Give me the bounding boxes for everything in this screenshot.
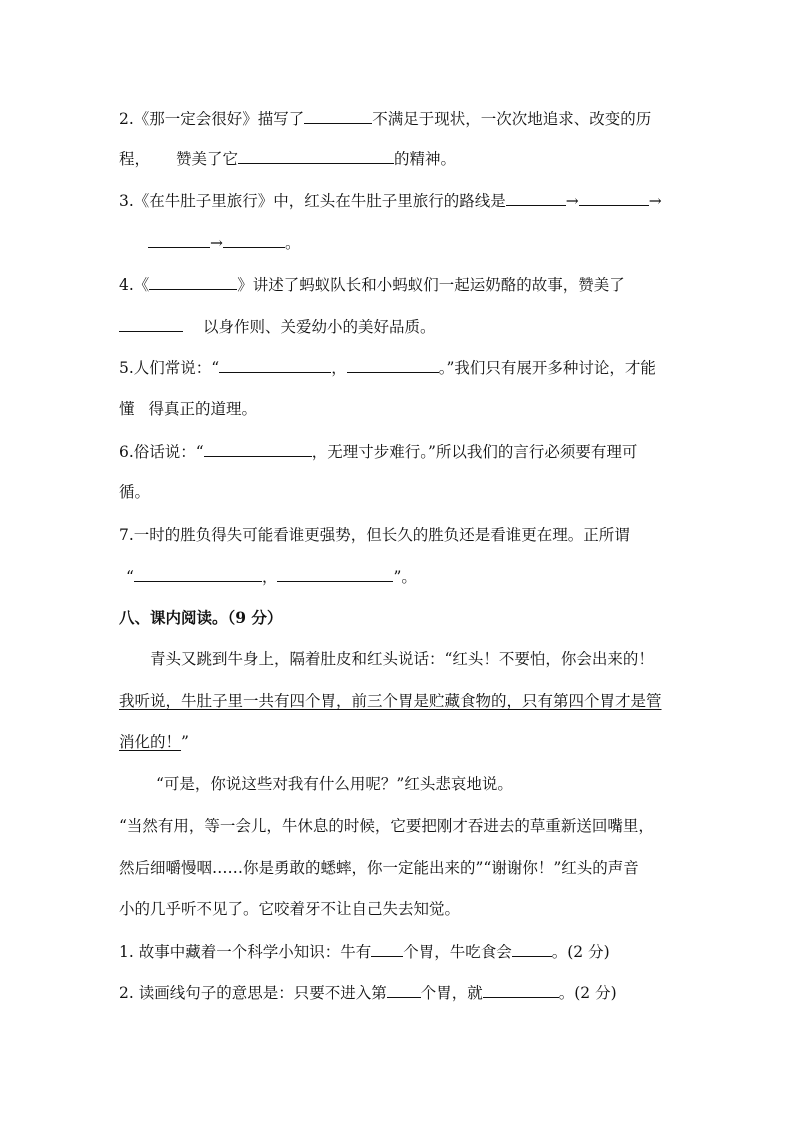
question-7-line-2 [126,566,417,587]
passage-line-4: “可是，你说这些对我有什么用呢？”红头悲哀地说。 [156,775,513,793]
question-4-line-2 [119,316,436,337]
comma: ， [331,359,347,377]
answer-blank[interactable] [277,566,393,582]
q5-text-c2: 得真正的道理。 [148,400,258,418]
passage-underlined-line-2: 我听说，牛肚子里一共有四个胃，前三个胃是贮藏食物的，只有第四个胃才是管 [119,692,662,710]
arrow: → [565,192,579,210]
answer-blank[interactable] [579,190,649,206]
q2-text-e: 的精神。 [394,150,457,168]
q4-text-c: 以身作则、关爱幼小的美好品质。 [203,318,436,336]
q2-text-d: 赞美了它 [176,150,239,168]
passage-line-7: 小的几乎听不见了。它咬着牙不让自己失去知觉。 [119,900,461,918]
q6-text-c: 循。 [119,483,151,501]
answer-blank[interactable] [347,357,439,373]
sq2-text-c: 。(2 分) [558,984,617,1002]
question-6-line-2 [119,482,150,502]
question-6-line-1 [119,441,637,462]
sq2-text-b: 个胃，就 [420,984,483,1002]
question-4-line-1 [119,274,625,295]
section-8-heading: 八、课内阅读。（9 分） [119,608,283,627]
q2-text-c: 程， [119,150,151,168]
question-2-line-2 [119,148,456,169]
answer-blank[interactable] [119,316,183,332]
question-7-line-1 [119,525,630,545]
arrow: → [210,234,223,252]
sq2-text-a: 2. 读画线句子的意思是：只要不进入第 [119,984,387,1002]
question-3-line-2 [148,232,301,253]
q7-close-quote: ”。 [393,568,417,586]
q5-text-c1: 懂 [119,400,135,418]
comma: ， [261,568,278,586]
answer-blank[interactable] [238,148,394,164]
answer-blank[interactable] [219,357,331,373]
answer-blank[interactable] [134,566,262,582]
sub-question-1 [119,941,610,962]
sub-question-2 [119,982,617,1003]
answer-blank[interactable] [304,108,372,124]
q3-text-a: 3.《在牛肚子里旅行》中，红头在牛肚子里旅行的路线是 [119,192,506,210]
sq1-text-b: 个胃，牛吃食会 [403,943,512,961]
q2-text-b: 不满足于现状，一次次地追求、改变的历 [372,110,652,128]
sq1-text-a: 1. 故事中藏着一个科学小知识：牛有 [119,943,372,961]
passage-underlined-end: 消化的！ [119,733,182,751]
answer-blank[interactable] [223,232,285,248]
answer-blank[interactable] [204,441,312,457]
question-3-line-1 [119,190,662,211]
question-5-line-1 [119,357,656,378]
answer-blank[interactable] [148,232,210,248]
passage-line-3 [119,732,189,752]
answer-blank[interactable] [483,982,559,998]
passage-line-6: 然后细嚼慢咽……你是勇敢的蟋蟀，你一定能出来的”“谢谢你！”红头的声音 [119,859,639,877]
q5-text-b: 。”我们只有展开多种讨论，才能 [438,359,656,377]
answer-blank[interactable] [506,190,566,206]
passage-close-quote: ” [181,733,189,751]
answer-blank[interactable] [149,274,237,290]
passage-line-1: 青头又跳到牛身上，隔着肚皮和红头说话：“红头！不要怕，你会出来的！ [150,650,654,668]
q6-text-a: 6.俗话说：“ [119,443,204,461]
answer-blank[interactable] [371,941,403,957]
q4-text-a: 4.《 [119,276,150,294]
q2-text-a: 2.《那一定会很好》描写了 [119,110,305,128]
sq1-text-c: 。(2 分) [551,943,610,961]
answer-blank[interactable] [512,941,552,957]
question-2-line-1 [119,108,651,129]
q5-text-a: 5.人们常说：“ [119,359,220,377]
answer-blank[interactable] [387,982,421,998]
question-5-line-2 [119,399,257,419]
passage-line-5: “当然有用，等一会儿，牛休息的时候，它要把刚才吞进去的草重新送回嘴里， [119,817,654,835]
q7-text-a: 7.一时的胜负得失可能看谁更强势，但长久的胜负还是看谁更在理。正所谓 [119,526,630,544]
q6-text-b: ，无理寸步难行。”所以我们的言行必须要有理可 [311,443,638,461]
q7-open-quote: “ [126,568,134,586]
q3-end: 。 [285,234,301,252]
arrow: → [648,192,662,210]
q4-text-b: 》讲述了蚂蚁队长和小蚂蚁们一起运奶酪的故事，赞美了 [237,276,625,294]
